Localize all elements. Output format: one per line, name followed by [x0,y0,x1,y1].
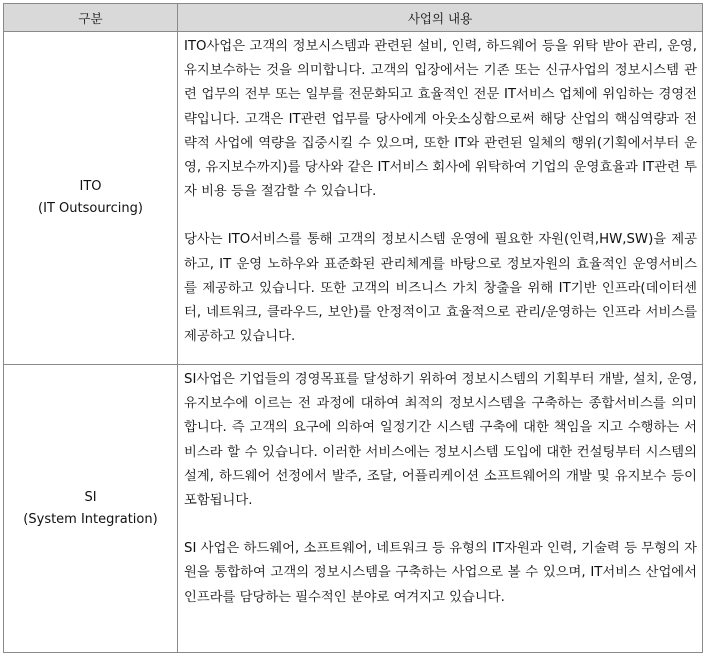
content-paragraph: SI 사업은 하드웨어, 소프트웨어, 네트워크 등 유형의 IT자원과 인력, 기술력 등 무형의 자원을 통합하여 고객의 정보시스템을 구축하는 사업으로 볼 수 있으며, IT서비스 산업에서 인프라를 담당하는 필수적인 분야로 여겨지고 있습니다. [184,541,697,605]
category-name: ITO [79,179,102,194]
table-header-row [4,4,703,32]
table-row-ito [4,32,703,365]
category-subname: (System Integration) [23,511,158,527]
category-name: SI [84,489,97,505]
table-row-si [4,365,703,653]
content-paragraph: 당사는 ITO서비스를 통해 고객의 정보시스템 운영에 필요한 자원(인력,HW,SW)을 제공하고, IT 운영 노하우와 표준화된 관리체계를 바탕으로 정보자원의 효율적인 운영서비스를 제공하고 있습니다. 또한 고객의 비즈니스 가치 창출을 위해 IT기반 인프라(데이터센터, 네트워크, 클라우드, 보안)를 안정적이고 효율적으로 관리/운영하는 인프라 서비스를 제공하고 있습니다. [184,232,697,345]
header-content: 사업의 내용 [178,4,703,32]
paragraph-spacer [184,513,697,537]
content-cell-ito [178,32,703,365]
paragraph-spacer [184,204,697,228]
category-cell-ito [4,32,178,365]
content-cell-si [178,365,703,653]
content-paragraph: ITO사업은 고객의 정보시스템과 관련된 설비, 인력, 하드웨어 등을 위탁 받아 관리, 운영, 유지보수하는 것을 의미합니다. 고객의 입장에서는 기존 또는 신규사업의 정보시스템 관련 업무의 전부 또는 일부를 전문화되고 효율적인 전문 IT서비스 업체에 위임하는 경영전략입니다. 고객은 IT관련 업무를 당사에게 아웃소싱함으로써 해당 산업의 핵심역량과 전략적 사업에 역량을 집중시킬 수 있으며, 또한 IT와 관련된 일체의 행위(기획에서부터 운영, 유지보수까지)를 당사와 같은 IT서비스 회사에 위탁하여 기업의 운영효율과 IT관련 투자 비용 등을 절감할 수 있습니다. [184,39,697,200]
category-subname: (IT Outsourcing) [38,201,143,216]
header-category: 구분 [4,4,178,32]
content-paragraph: SI사업은 기업들의 경영목표를 달성하기 위하여 정보시스템의 기획부터 개발, 설치, 운영, 유지보수에 이르는 전 과정에 대하여 최적의 정보시스템을 구축하는 종합서비스를 의미합니다. 즉 고객의 요구에 의하여 일정기간 시스템 구축에 대한 책임을 지고 수행하는 서비스라 할 수 있습니다. 이러한 서비스에는 정보시스템 도입에 대한 컨설팅부터 시스템의 설계, 하드웨어 선정에서 발주, 조달, 어플리케이션 소프트웨어의 개발 및 유지보수 등이 포함됩니다. [184,372,697,509]
category-cell-si [4,365,178,653]
business-content-table [3,3,703,653]
